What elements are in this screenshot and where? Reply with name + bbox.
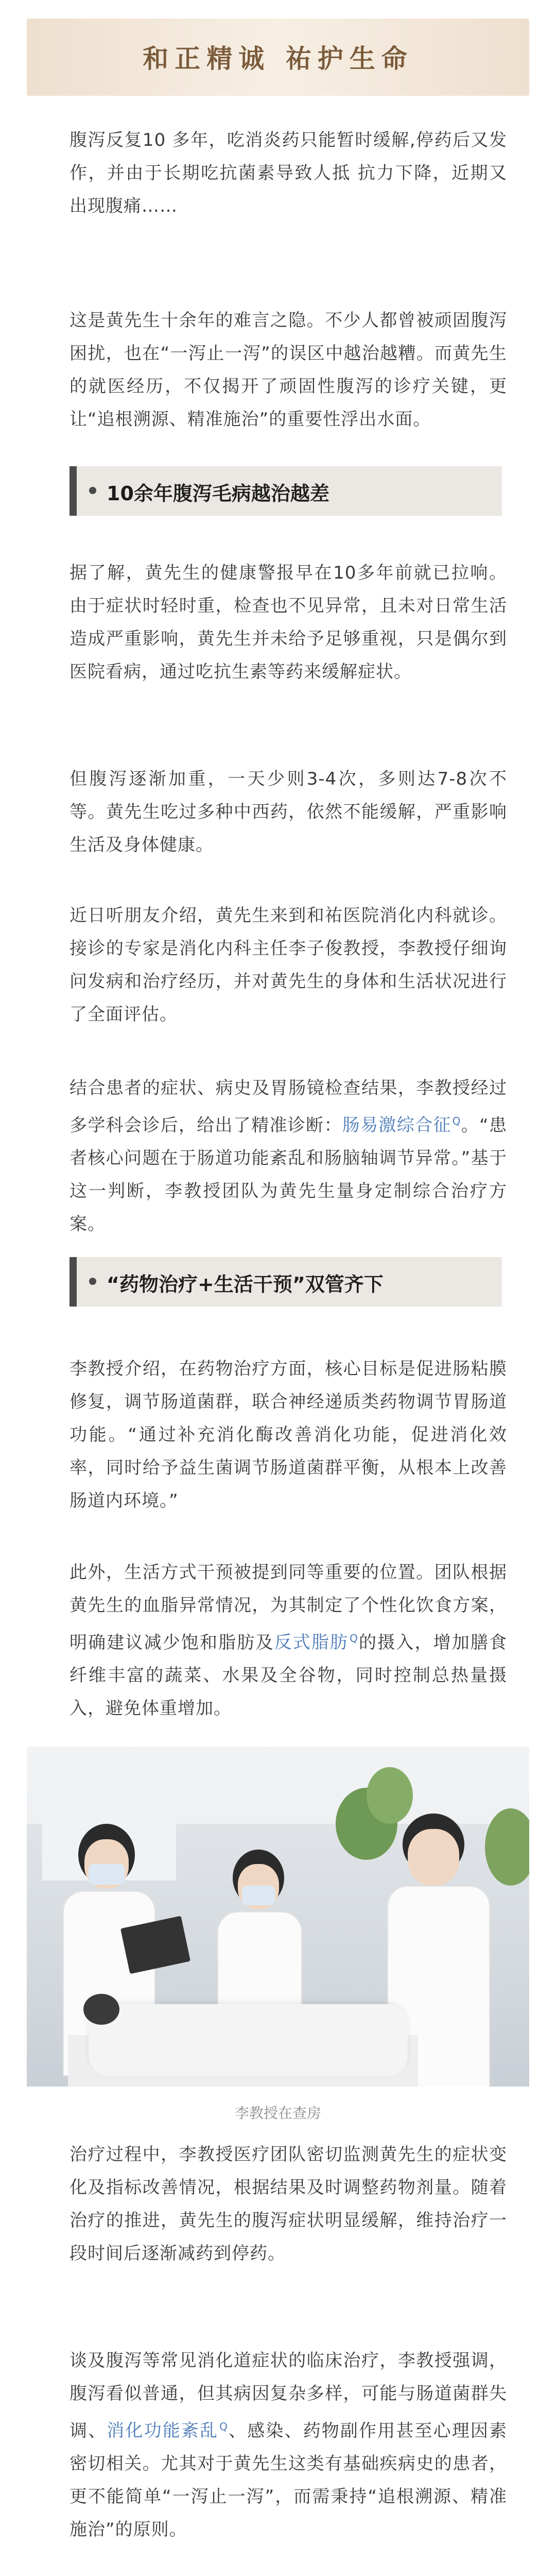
section1-paragraph-4 <box>70 1072 507 1241</box>
section-title-1: 10余年腹泻毛病越治越差 <box>107 482 329 505</box>
intro-paragraph-1: 腹泻反复10 多年，吃消炎药只能暂时缓解,停药后又发作，并由于长期吃抗菌素导致人抵 抗力下降，近期又出现腹痛…… <box>70 130 507 216</box>
term-link-digestive-disorder[interactable] <box>107 2420 228 2441</box>
section2-paragraph-2 <box>70 1556 507 1725</box>
section2-paragraph-3: 治疗过程中，李教授医疗团队密切监测黄先生的症状变化及指标改善情况，根据结果及时调整药物剂量。随着治疗的推进，黄先生的腹泻症状明显缓解，维持治疗一段时间后逐渐减药到停药。 <box>70 2144 507 2264</box>
ward-round-photo <box>27 1747 529 2087</box>
header-banner <box>27 19 529 96</box>
section1-paragraph-3: 近日听朋友介绍，黄先生来到和祐医院消化内科就诊。接诊的专家是消化内科主任李子俊教授，李教授仔细询问发病和治疗经历，并对黄先生的身体和生活状况进行了全面评估。 <box>70 905 507 1025</box>
section-title-2: “药物治疗+生活干预”双管齐下 <box>107 1273 384 1296</box>
paragraph-text: 的摄入，增加膳食纤维丰富的蔬菜、水果及全谷物，同时控制总热量摄入，避免体重增加。 <box>70 1632 508 1719</box>
term-link-label: 消化功能紊乱 <box>107 2420 219 2442</box>
banner-title: 和正精诚 祐护生命 <box>143 43 413 74</box>
section2-paragraph-1: 李教授介绍，在药物治疗方面，核心目标是促进肠粘膜修复，调节肠道菌群，联合神经递质类药物调节胃肠道功能。“通过补充消化酶改善消化功能，促进消化效率，同时给予益生菌调节肠道菌群平衡，从根本上改善肠道内环境。” <box>70 1359 507 1511</box>
photo-caption: 李教授在查房 <box>234 2105 321 2122</box>
search-icon: Q <box>219 2420 228 2433</box>
section2-paragraph-4 <box>70 2344 507 2546</box>
bullet-icon <box>89 487 96 494</box>
term-link-label: 反式脂肪 <box>274 1632 349 1653</box>
term-link-trans-fat[interactable] <box>274 1632 358 1653</box>
search-icon: Q <box>350 1632 358 1645</box>
paragraph-text: 谈及腹泻等常见消化道症状的临床治疗，李教授强调，腹泻看似普通，但其病因复杂多样，可能与肠道菌群失调、 <box>70 2350 507 2442</box>
paragraph-text: 此外，生活方式干预被提到同等重要的位置。团队根据黄先生的血脂异常情况，为其制定了个性化饮食方案，明确建议减少饱和脂肪及 <box>70 1562 507 1653</box>
intro-paragraph-2: 这是黄先生十余年的难言之隐。不少人都曾被顽固腹泻困扰，也在“一泻止一泻”的误区中越治越糟。而黄先生的就医经历，不仅揭开了顽固性腹泻的诊疗关键，更让“追根溯源、精准施治”的重要性浮出水面。 <box>70 310 507 430</box>
section-heading-1 <box>70 466 502 516</box>
section-heading-2 <box>70 1257 502 1307</box>
term-link-label: 肠易激综合征 <box>342 1115 451 1136</box>
section1-paragraph-2: 但腹泻逐渐加重，一天少则3-4次，多则达7-8次不等。黄先生吃过多种中西药，依然不能缓解，严重影响生活及身体健康。 <box>70 769 507 855</box>
paragraph-text: 。“患者核心问题在于肠道功能紊乱和肠脑轴调节异常。”基于这一判断，李教授团队为黄先生量身定制综合治疗方案。 <box>70 1115 507 1235</box>
section1-paragraph-1: 据了解，黄先生的健康警报早在10多年前就已拉响。由于症状时轻时重，检查也不见异常，且未对日常生活造成严重影响，黄先生并未给予足够重视，只是偶尔到医院看病，通过吃抗生素等药来缓解症状。 <box>70 563 507 682</box>
paragraph-text: 结合患者的症状、病史及胃肠镜检查结果，李教授经过多学科会诊后，给出了精准诊断： <box>70 1078 507 1136</box>
paragraph-text: 、感染、药物副作用甚至心理因素密切相关。尤其对于黄先生这类有基础疾病史的患者，更不能简单“一泻止一泻”，而需秉持“追根溯源、精准施治”的原则。 <box>70 2420 508 2540</box>
search-icon: Q <box>452 1115 461 1127</box>
term-link-ibs[interactable] <box>342 1115 461 1136</box>
bullet-icon <box>89 1278 96 1285</box>
